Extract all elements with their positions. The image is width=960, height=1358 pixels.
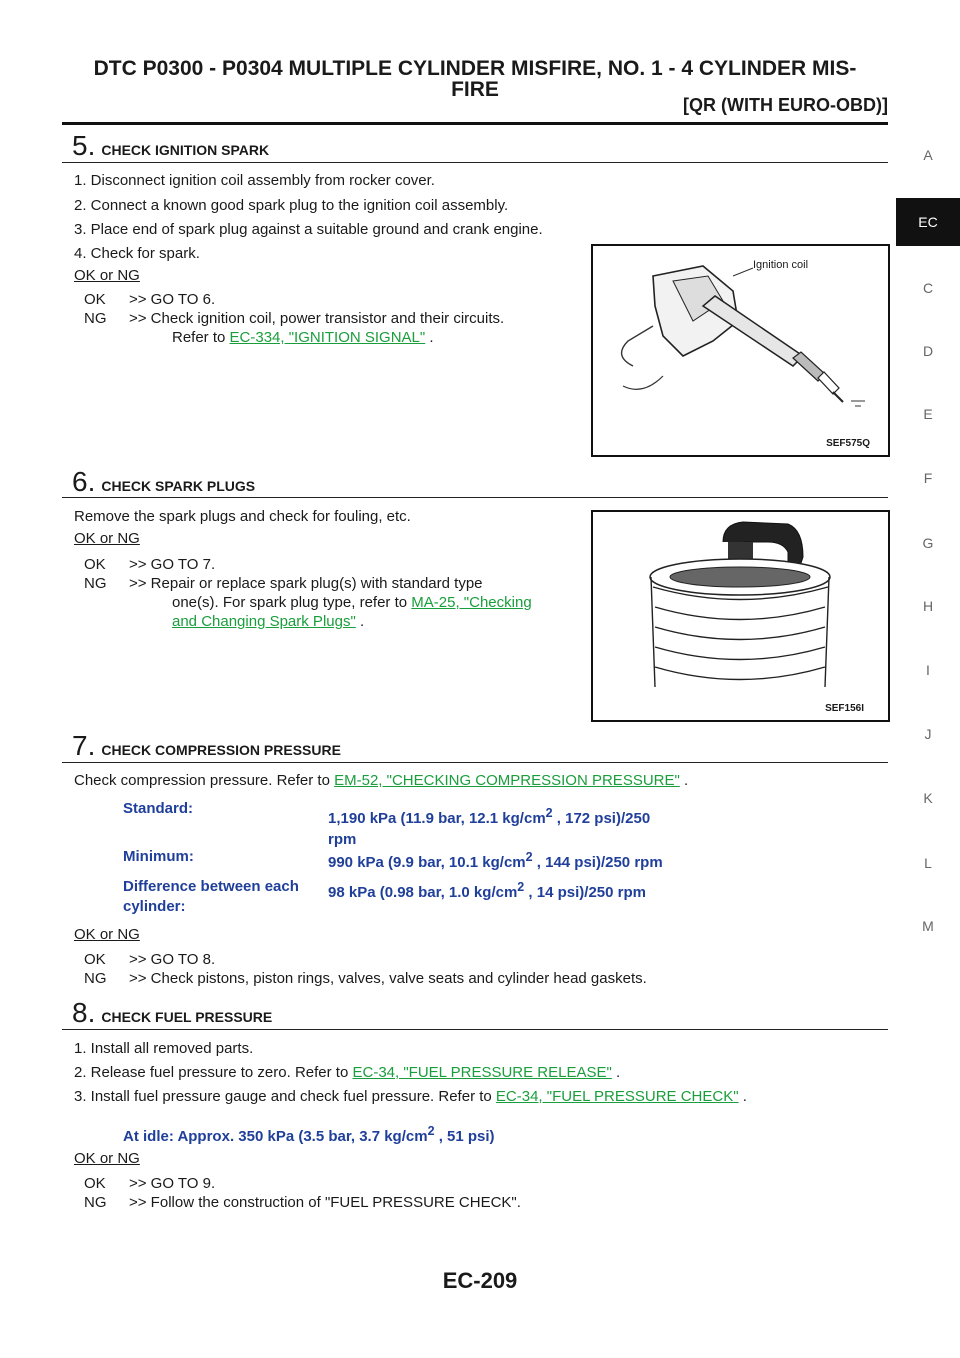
side-tab-k[interactable]: K [923, 790, 933, 806]
fuel-spec-value: At idle: Approx. 350 kPa (3.5 bar, 3.7 kg/cm [123, 1128, 428, 1145]
ng-tail: . [425, 329, 434, 346]
spec-standard-value [328, 803, 650, 850]
side-tab-l[interactable]: L [924, 855, 932, 871]
step-8-item-2 [74, 1064, 620, 1081]
step-7-refer: Check compression pressure. Refer to [74, 772, 335, 789]
minimum-value: 990 kPa (9.9 bar, 10.1 kg/cm [328, 854, 526, 871]
step-7-ok-ng: OK or NG [74, 926, 140, 943]
step-8-responses [84, 1174, 884, 1212]
standard-value-2: rpm [328, 831, 357, 848]
step-6-heading [72, 466, 255, 498]
ok-text: >> GO TO 6. [129, 291, 216, 308]
item-3-tail: . [738, 1088, 747, 1105]
figure-code-sef575q: SEF575Q [826, 438, 870, 449]
side-tab-e[interactable]: E [923, 406, 933, 422]
spark-plug-link-part-2[interactable]: and Changing Spark Plugs" [172, 613, 356, 630]
spec-minimum-value [328, 850, 663, 871]
ng-refer: Refer to [172, 329, 230, 346]
spark-plug-link-part-1[interactable]: MA-25, "Checking [411, 594, 532, 611]
minimum-sup: 2 [525, 850, 533, 864]
ng-text-2: one(s). For spark plug type, refer to [172, 594, 412, 611]
difference-value: 98 kPa (0.98 bar, 1.0 kg/cm [328, 884, 518, 901]
step-7-title: CHECK COMPRESSION PRESSURE [101, 742, 341, 758]
compression-pressure-link[interactable]: EM-52, "CHECKING COMPRESSION PRESSURE" [334, 772, 680, 789]
step-8-title: CHECK FUEL PRESSURE [101, 1009, 273, 1025]
spec-standard-label: Standard: [123, 800, 194, 817]
title-line-1: DTC P0300 - P0304 MULTIPLE CYLINDER MISFIRE, NO. 1 - 4 CYLINDER MIS- [93, 57, 857, 80]
standard-tail: , 172 psi)/250 [552, 810, 651, 827]
step-6-number: 6. [72, 466, 96, 497]
ng-key: NG [84, 1194, 107, 1211]
spec-difference-label [123, 877, 299, 917]
side-tab-d[interactable]: D [922, 343, 934, 359]
item-3-text: 3. Install fuel pressure gauge and check fuel pressure. Refer to [74, 1088, 496, 1105]
ok-key: OK [84, 556, 106, 573]
ok-text: >> GO TO 8. [129, 951, 216, 968]
ng-text: >> Check ignition coil, power transistor and their circuits. [129, 310, 505, 327]
side-tab-j[interactable]: J [924, 726, 932, 742]
step-8-item-1: 1. Install all removed parts. [74, 1040, 254, 1057]
step-5-item-4: 4. Check for spark. [74, 245, 200, 262]
step-7-number: 7. [72, 730, 96, 761]
fuel-pressure-check-link[interactable]: EC-34, "FUEL PRESSURE CHECK" [495, 1088, 739, 1105]
minimum-tail: , 144 psi)/250 rpm [532, 854, 663, 871]
step-5-number: 5. [72, 130, 96, 161]
ok-text: >> GO TO 9. [129, 1175, 216, 1192]
step-5-ok-ng: OK or NG [74, 267, 140, 284]
page-number: EC-209 [442, 1268, 518, 1293]
side-tab-ec[interactable]: EC [896, 198, 960, 246]
item-2-tail: . [611, 1064, 621, 1081]
step-6-title: CHECK SPARK PLUGS [101, 478, 256, 494]
difference-label-1: Difference between each [123, 878, 299, 895]
difference-sup: 2 [517, 880, 525, 894]
fuel-spec-tail: , 51 psi) [434, 1128, 495, 1145]
item-2-text: 2. Release fuel pressure to zero. Refer to [74, 1064, 353, 1081]
ng-key: NG [84, 575, 107, 592]
title-line-2: FIRE [451, 78, 499, 101]
step-5-heading [72, 130, 269, 162]
step-5-rule [62, 162, 888, 163]
ok-key: OK [84, 951, 106, 968]
difference-tail: , 14 psi)/250 rpm [524, 884, 646, 901]
fuel-pressure-spec [123, 1124, 495, 1145]
step-8-rule [62, 1029, 888, 1030]
ng-text: >> Check pistons, piston rings, valves, valve seats and cylinder head gaskets. [129, 970, 647, 987]
fuel-spec-sup: 2 [427, 1124, 435, 1138]
step-7-heading [72, 730, 341, 762]
ignition-coil-figure [591, 244, 890, 457]
side-tab-i[interactable]: I [926, 662, 930, 678]
standard-value: 1,190 kPa (11.9 bar, 12.1 kg/cm [328, 810, 546, 827]
ok-key: OK [84, 1175, 106, 1192]
step-6-rule [62, 497, 888, 498]
ignition-signal-link[interactable]: EC-334, "IGNITION SIGNAL" [229, 329, 426, 346]
ok-key: OK [84, 291, 106, 308]
step-8-item-3 [74, 1088, 747, 1105]
step-8-ok-ng: OK or NG [74, 1150, 140, 1167]
spec-difference-value [328, 880, 646, 901]
side-tab-f[interactable]: F [923, 470, 933, 486]
side-tab-a[interactable]: A [923, 147, 933, 163]
page-title [62, 58, 888, 100]
ng-key: NG [84, 310, 107, 327]
ng-text: >> Follow the construction of "FUEL PRESSURE CHECK". [129, 1194, 521, 1211]
spec-minimum-label: Minimum: [123, 848, 194, 865]
spark-plug-illustration [593, 512, 888, 720]
ignition-coil-illustration [593, 246, 888, 455]
step-8-heading [72, 997, 272, 1029]
side-tab-g[interactable]: G [922, 535, 934, 551]
side-tab-h[interactable]: H [922, 598, 934, 614]
step-5-item-1: 1. Disconnect ignition coil assembly from rocker cover. [74, 172, 435, 189]
fuel-pressure-release-link[interactable]: EC-34, "FUEL PRESSURE RELEASE" [352, 1064, 612, 1081]
figure-code-sef156i: SEF156I [825, 703, 864, 714]
engine-variant: [QR (WITH EURO-OBD)] [683, 95, 888, 115]
step-8-number: 8. [72, 997, 96, 1028]
step-6-text: Remove the spark plugs and check for fouling, etc. [74, 508, 411, 525]
ok-text: >> GO TO 7. [129, 556, 216, 573]
side-tab-c[interactable]: C [922, 280, 934, 296]
ng-tail: . [355, 613, 365, 630]
difference-label-2: cylinder: [123, 898, 186, 915]
step-5-item-3: 3. Place end of spark plug against a suitable ground and crank engine. [74, 221, 543, 238]
step-6-ok-ng: OK or NG [74, 530, 140, 547]
step-5-responses [84, 290, 584, 347]
step-7-rule [62, 762, 888, 763]
step-5-item-2: 2. Connect a known good spark plug to the ignition coil assembly. [74, 197, 509, 214]
spark-plug-figure [591, 510, 890, 722]
ng-key: NG [84, 970, 107, 987]
step-7-responses [84, 950, 884, 988]
ignition-coil-callout: Ignition coil [753, 259, 809, 271]
step-5-title: CHECK IGNITION SPARK [101, 142, 270, 158]
step-7-tail: . [679, 772, 689, 789]
step-7-text [74, 772, 688, 789]
standard-sup: 2 [545, 806, 553, 820]
header-rule [62, 122, 888, 125]
step-6-responses [84, 555, 584, 631]
ng-text: >> Repair or replace spark plug(s) with standard type [129, 575, 483, 592]
side-tab-m[interactable]: M [922, 918, 934, 934]
